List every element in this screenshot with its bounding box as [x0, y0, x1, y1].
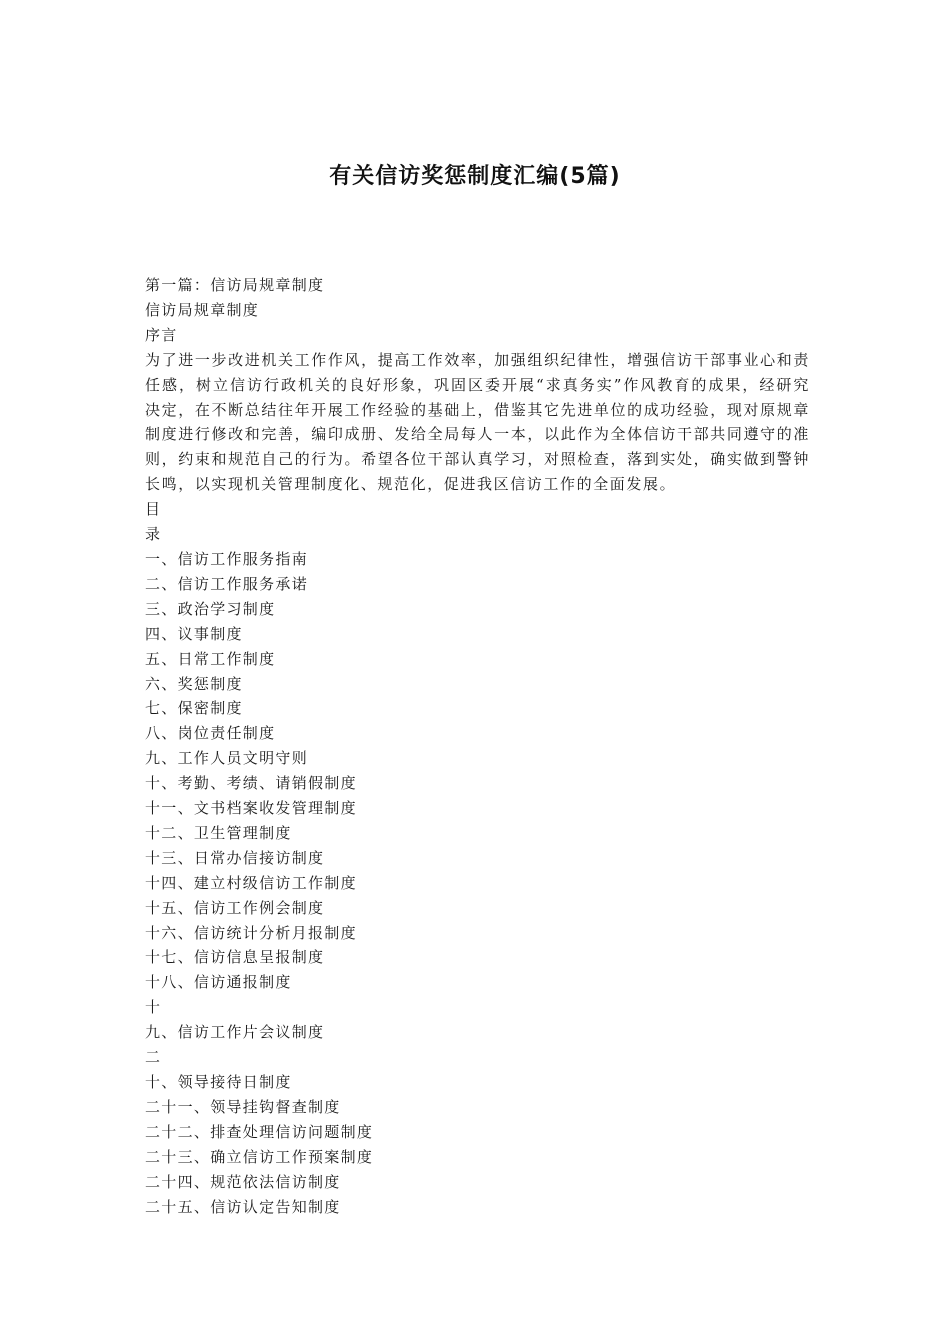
document-body [145, 273, 810, 1219]
toc-item: 十八、信访通报制度 [145, 973, 292, 992]
toc-item: 二十一、领导挂钩督查制度 [145, 1097, 341, 1116]
section-subtitle: 信访局规章制度 [145, 300, 260, 319]
toc-item: 十五、信访工作例会制度 [145, 898, 325, 917]
preface-label: 序言 [145, 325, 178, 344]
toc-item: 八、岗位责任制度 [145, 724, 276, 743]
toc-item: 十六、信访统计分析月报制度 [145, 923, 357, 942]
toc-item: 二十二、排查处理信访问题制度 [145, 1122, 374, 1141]
toc-item: 十三、日常办信接访制度 [145, 848, 325, 867]
contents-label-1: 目 [145, 500, 162, 519]
toc-item: 二、信访工作服务承诺 [145, 574, 309, 593]
toc-item: 十 [145, 998, 162, 1017]
toc-item: 四、议事制度 [145, 624, 243, 643]
toc-item: 三、政治学习制度 [145, 599, 276, 618]
toc-item: 十一、文书档案收发管理制度 [145, 799, 357, 818]
toc-item: 十、考勤、考绩、请销假制度 [145, 774, 357, 793]
contents-label-2: 录 [145, 525, 162, 544]
toc-item: 六、奖惩制度 [145, 674, 243, 693]
toc-item: 九、工作人员文明守则 [145, 749, 309, 768]
toc-item: 二十三、确立信访工作预案制度 [145, 1147, 374, 1166]
toc-item: 五、日常工作制度 [145, 649, 276, 668]
toc-item: 十、领导接待日制度 [145, 1073, 292, 1091]
toc-item: 二十四、规范依法信访制度 [145, 1172, 341, 1191]
toc-item: 二十五、信访认定告知制度 [145, 1197, 341, 1216]
toc-item: 十四、建立村级信访工作制度 [145, 873, 357, 892]
toc-item: 十二、卫生管理制度 [145, 823, 292, 842]
toc-item: 九、信访工作片会议制度 [145, 1023, 325, 1042]
preface-paragraph: 为了进一步改进机关工作作风，提高工作效率，加强组织纪律性，增强信访干部事业心和责任感，树立信访行政机关的良好形象，巩固区委开展“求真务实”作风教育的成果，经研究决定，在不断总结往年开展工作经验的基础上，借鉴其它先进单位的成功经验，现对原规章制度进行修改和完善，编印成册、发给全局每人一本，以此作为全体信访干部共同遵守的准则，约束和规范自己的行为。希望各位干部认真学习，对照检查，落到实处，确实做到警钟长鸣，以实现机关管理制度化、规范化，促进我区信访工作的全面发展。 [145, 350, 810, 494]
table-of-contents [145, 547, 810, 1219]
toc-item: 二 [145, 1048, 162, 1067]
document-title: 有关信访奖惩制度汇编(5篇) [329, 164, 621, 189]
section-heading: 第一篇：信访局规章制度 [145, 276, 325, 294]
toc-item: 一、信访工作服务指南 [145, 549, 309, 568]
toc-item: 七、保密制度 [145, 699, 243, 718]
toc-item: 十七、信访信息呈报制度 [145, 948, 325, 967]
